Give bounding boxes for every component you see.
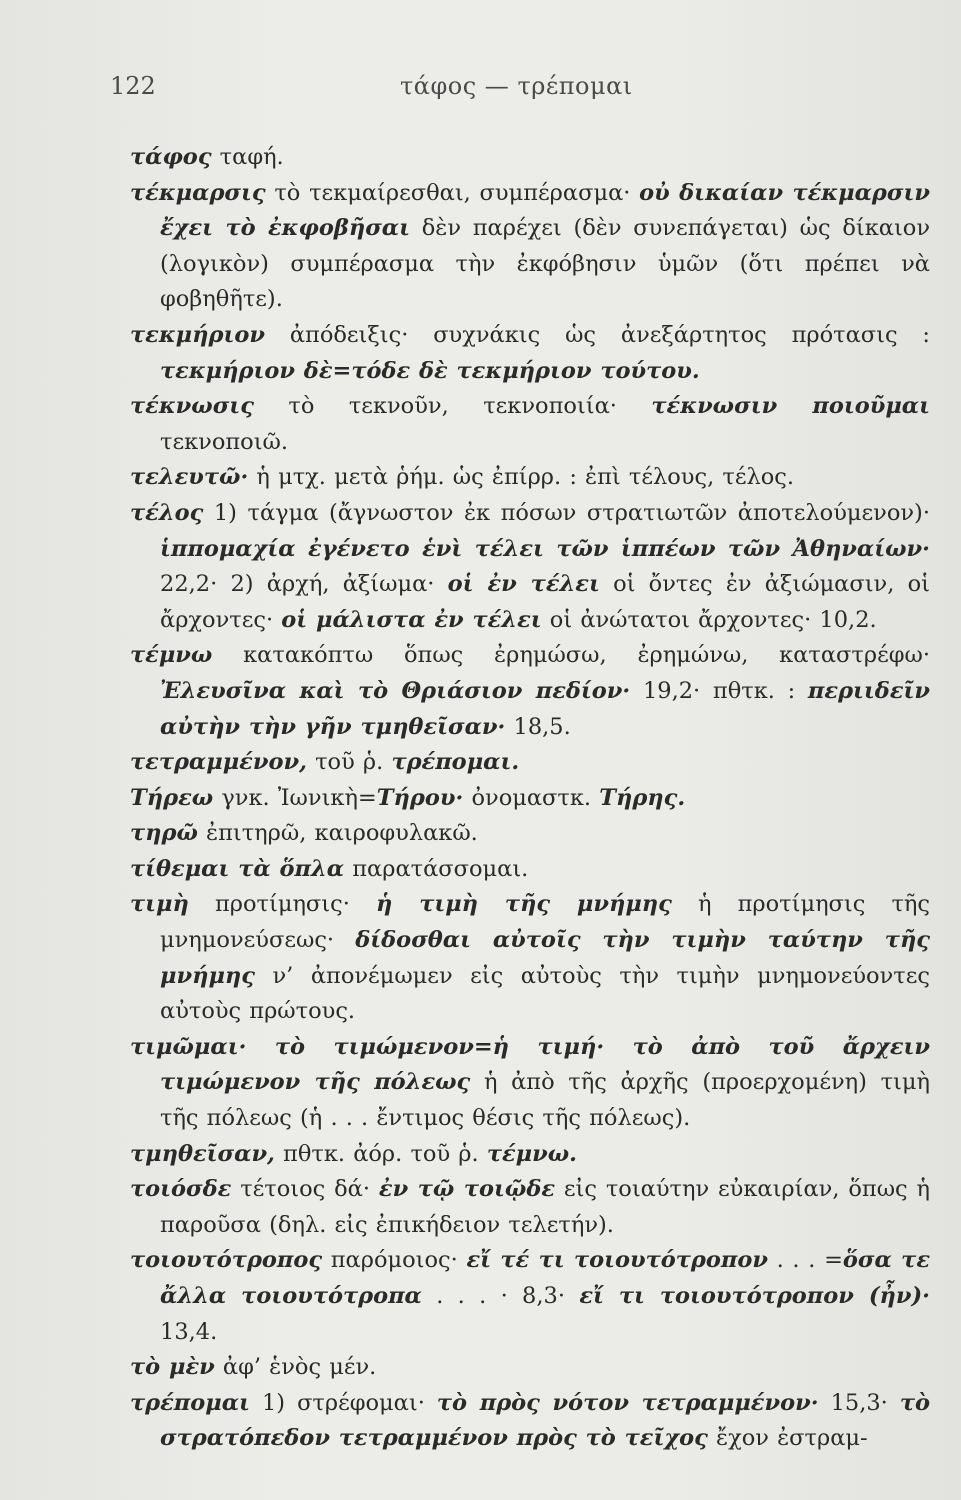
definition-text: ἡ μτχ. μετὰ ῥήμ. ὡς ἐπίρρ. : ἐπὶ τέλους, τέλος. [248, 464, 795, 491]
dictionary-entry [130, 496, 930, 638]
headword: Τήρεω [130, 784, 214, 811]
definition-text: πθτκ. ἀόρ. τοῦ ῥ. [274, 1140, 487, 1167]
definition-text: 15,3· [818, 1389, 900, 1416]
headword: τετραμμένον, [130, 749, 307, 776]
headword: τμηθεῖσαν, [130, 1140, 275, 1167]
dictionary-entry [130, 1386, 930, 1457]
headword: τέμνω [130, 642, 213, 669]
example-phrase: εἴ τέ τι τοιουτότροπον [466, 1247, 768, 1274]
definition-text: 18,5. [505, 713, 571, 740]
example-phrase: τὰ ὅπλα [229, 855, 345, 882]
definition-text: 1) τάγμα (ἄγνωστον ἐκ πόσων στρατιωτῶν ἀποτελούμενον)· [203, 499, 930, 526]
example-phrase: ἐν τῷ τοιῷδε [378, 1176, 556, 1203]
dictionary-entry [130, 887, 930, 1029]
dictionary-entry [130, 1172, 930, 1243]
definition-text: κατακόπτω ὅπως ἐρημώσω, ἐρημώνω, καταστρέφω· [212, 642, 930, 669]
definition-text: προτίμησις· [188, 891, 377, 918]
definition-text: ν’ ἀπονέμωμεν εἰς αὐτοὺς τὴν τιμὴν μνημονεύοντες αὐτοὺς πρώτους. [160, 962, 930, 1025]
page-header [110, 72, 870, 108]
dictionary-entry [130, 460, 930, 496]
dictionary-entry [130, 852, 930, 888]
example-phrase: τὸ τιμώμενον=ἡ τιμή· τὸ ἀπὸ τοῦ ἄρχειν τιμώμενον τῆς πόλεως [160, 1033, 930, 1096]
example-phrase: δίδοσθαι αὐτοῖς τὴν τιμὴν ταύτην τῆς μνήμης [160, 927, 930, 989]
definition-text: ἀπόδειξις· συχνάκις ὡς ἀνεξάρτητος πρότασις : [264, 321, 930, 348]
dictionary-entry [130, 176, 930, 318]
headword: τελευτῶ· [130, 464, 249, 491]
definition-text: τὸ τεκμαίρεσθαι, συμπέρασμα· [265, 179, 640, 206]
headword: τέκνωσις [130, 393, 254, 420]
running-head: τάφος — τρέπομαι [400, 72, 633, 100]
example-phrase: οἱ μάλιστα ἐν τέλει [281, 606, 542, 633]
example-phrase: Τήρου· [376, 784, 464, 811]
definition-text: οἱ ἀνώτατοι ἄρχοντες· 10,2. [541, 606, 877, 633]
example-phrase: Τήρης. [599, 784, 686, 811]
example-phrase: τὸ πρὸς νότον τετραμμένον· [436, 1389, 819, 1416]
example-phrase: περιιδεῖν αὐτὴν τὴν γῆν τμηθεῖσαν· [160, 677, 930, 740]
headword: τέκμαρσις [130, 179, 266, 206]
dictionary-entry [130, 1243, 930, 1350]
example-phrase: τεκμήριον δὲ=τόδε δὲ τεκμήριον τούτου. [160, 357, 700, 384]
definition-text: παρατάσσομαι. [344, 855, 529, 882]
headword: τοιόσδε [130, 1176, 232, 1203]
definition-text: . . . = [767, 1247, 843, 1274]
headword: τίθεμαι [130, 855, 230, 882]
headword: τοιουτότροπος [130, 1247, 323, 1274]
definition-text: ἀφ’ ἑνὸς μέν. [214, 1354, 377, 1381]
headword: τάφος [130, 144, 212, 170]
headword: τὸ [130, 1354, 161, 1381]
dictionary-entry [130, 1030, 930, 1137]
example-phrase: μὲν [160, 1354, 215, 1381]
definition-text: εἰς τοιαύτην εὐκαιρίαν, ὅπως ἡ παροῦσα (δηλ. εἰς ἐπικήδειον τελετήν). [160, 1176, 930, 1238]
headword: τεκμήριον [130, 321, 265, 348]
definition-text: ἡ ἀπὸ τῆς ἀρχῆς (προερχομένη) τιμὴ τῆς πόλεως (ἡ . . . ἔντιμος θέσις τῆς πόλεως). [160, 1069, 930, 1132]
headword: τιμὴ [130, 891, 189, 918]
definition-text: 13,4. [160, 1318, 218, 1345]
definition-text: τὸ τεκνοῦν, τεκνοποιία· [253, 393, 652, 420]
example-phrase: Ἐλευσῖνα καὶ τὸ Θριάσιον πεδίον· [160, 677, 631, 704]
definition-text: . . . · 8,3· [421, 1283, 580, 1309]
example-phrase: ἱππομαχία ἐγένετο ἑνὶ τέλει τῶν ἱππέων τῶν Ἀθηναίων· [160, 535, 930, 562]
definition-text: 1) στρέφομαι· [249, 1389, 437, 1416]
dictionary-entry [130, 638, 930, 745]
headword: τιμῶμαι· [130, 1033, 247, 1060]
definition-text: ἐπιτηρῶ, καιροφυλακῶ. [197, 820, 478, 847]
definition-text: οἱ ὄντες ἐν ἀξιώμασιν, οἱ ἄρχοντες· [160, 571, 930, 633]
headword: τρέπομαι [130, 1389, 250, 1416]
definition-text: ἡ προτίμησις τῆς μνημονεύσεως· [160, 891, 930, 954]
page-number: 122 [110, 72, 156, 100]
dictionary-entry [130, 1350, 930, 1386]
definition-text: 22,2· 2) ἀρχή, ἀξίωμα· [160, 571, 448, 598]
example-phrase: τέμνω. [486, 1140, 577, 1167]
example-phrase: οὐ δικαίαν τέκμαρσιν ἔχει τὸ ἐκφοβῆσαι [160, 179, 930, 242]
dictionary-entry [130, 1137, 930, 1173]
example-phrase: τέκνωσιν ποιοῦμαι [651, 393, 930, 420]
headword: τέλος [130, 499, 204, 526]
dictionary-entry [130, 781, 930, 817]
definition-text: γνκ. Ἰωνικὴ= [213, 784, 377, 811]
definition-text: ἔχον ἐστραμ- [707, 1425, 868, 1452]
dictionary-entry [130, 318, 930, 389]
definition-text: τοῦ ῥ. [306, 749, 392, 776]
definition-text: δὲν παρέχει (δὲν συνεπάγεται) ὡς δίκαιον (λογικὸν) συμπέρασμα τὴν ἐκφόβησιν ὑμῶν (ὅτι πρέπει νὰ φοβηθῆτε). [160, 215, 930, 313]
headword: τηρῶ [130, 820, 198, 847]
definition-text: 19,2· πθτκ. : [630, 677, 808, 704]
definition-text: τέτοιος δά· [231, 1176, 379, 1203]
dictionary-entries [130, 140, 930, 1457]
example-phrase: εἴ τι τοιουτότροπον (ἦν)· [579, 1283, 930, 1309]
dictionary-entry [130, 745, 930, 781]
example-phrase: ἡ τιμὴ τῆς μνήμης [376, 891, 672, 918]
example-phrase: τρέπομαι. [391, 749, 520, 776]
definition-text: παρόμοιος· [322, 1247, 467, 1274]
dictionary-entry [130, 389, 930, 460]
definition-text: ὀνομαστκ. [463, 784, 600, 811]
example-phrase: τὸ στρατόπεδον τετραμμένον πρὸς τὸ τεῖχος [160, 1389, 930, 1452]
dictionary-entry [130, 816, 930, 852]
example-phrase: οἱ ἐν τέλει [447, 571, 600, 598]
definition-text: ταφή. [211, 144, 284, 170]
definition-text: τεκνοποιῶ. [160, 428, 289, 455]
dictionary-entry [130, 140, 930, 176]
example-phrase: ὅσα τε ἄλλα τοιουτότροπα [160, 1247, 930, 1309]
